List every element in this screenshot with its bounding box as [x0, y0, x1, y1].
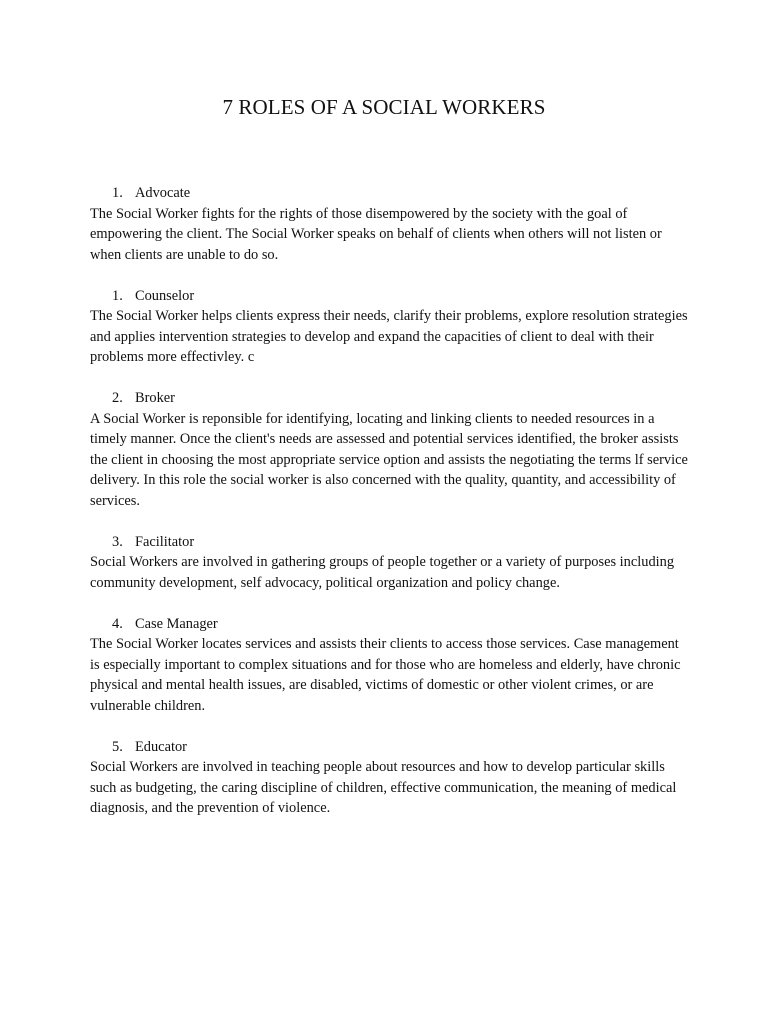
section-title: Advocate	[135, 185, 191, 201]
section-title: Case Manager	[135, 615, 218, 632]
list-number: 4.	[112, 615, 123, 632]
section-title: Broker	[135, 390, 175, 406]
section-body: The Social Worker locates services and assists their clients to access those services. Case management is especially important to complex situations and for those who are homeless and elderly, have chronic physical and mental health issues, are disabled, victims of domestic or other violent crimes, or are vulnerable children.	[90, 636, 681, 714]
list-number: 5.	[112, 738, 123, 755]
list-number: 1.	[112, 185, 123, 201]
section-heading	[90, 532, 690, 553]
section-heading	[90, 286, 690, 307]
section-body: Social Workers are involved in gathering groups of people together or a variety of purposes including community development, self advocacy, political organization and policy change.	[90, 554, 675, 591]
document-content	[90, 183, 690, 839]
section-heading	[90, 614, 690, 635]
section-body: A Social Worker is reponsible for identifying, locating and linking clients to needed resources in a timely manner. Once the client's needs are assessed and potential services identified, the broker assists the client in choosing the most appropriate service option and assists the negotiating the terms lf service delivery. In this role the social worker is also concerned with the quality, quantity, and accessibility of services.	[90, 410, 688, 509]
section-title: Counselor	[135, 287, 195, 304]
section-body: The Social Worker fights for the rights of those disempowered by the society with the goal of empowering the client. The Social Worker speaks on behalf of clients when others will not listen or when clients are unable to do so.	[90, 205, 662, 263]
section-heading	[90, 737, 690, 758]
section-title: Facilitator	[135, 533, 195, 550]
section-case-manager	[90, 614, 690, 717]
section-broker	[90, 388, 690, 511]
section-title: Educator	[135, 738, 187, 755]
section-facilitator	[90, 532, 690, 594]
list-number: 1.	[112, 287, 123, 304]
section-counselor	[90, 286, 690, 368]
document-title: 7 ROLES OF A SOCIAL WORKERS	[222, 95, 546, 119]
section-educator	[90, 737, 690, 819]
section-advocate	[90, 183, 690, 265]
section-body: The Social Worker helps clients express their needs, clarify their problems, explore resolution strategies and applies intervention strategies to develop and expand the capacities of client to deal with their problems more effectivley. c	[90, 308, 688, 365]
section-body: Social Workers are involved in teaching people about resources and how to develop particular skills such as budgeting, the caring discipline of children, effective communication, the meaning of medical diagnosis, and the prevention of violence.	[90, 759, 677, 816]
section-heading	[90, 388, 690, 409]
list-number: 3.	[112, 533, 123, 550]
section-heading	[90, 183, 690, 204]
list-number: 2.	[112, 390, 123, 406]
